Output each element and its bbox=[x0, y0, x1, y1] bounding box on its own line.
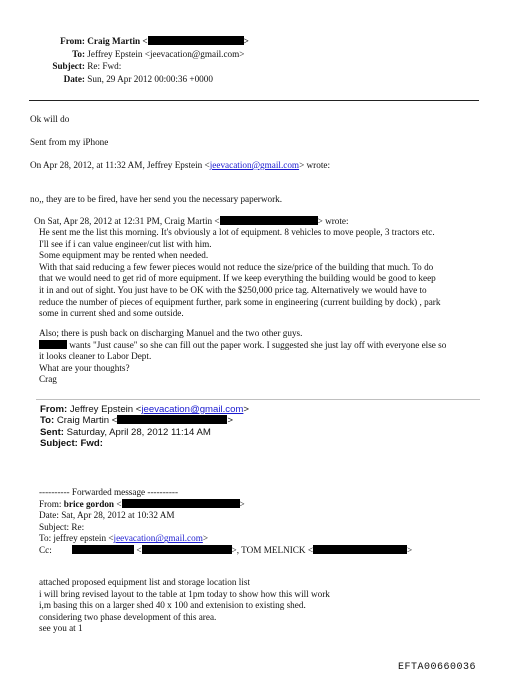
forwarded-to-prefix: To: jeffrey epstein < bbox=[39, 533, 114, 544]
header-from-row bbox=[38, 36, 338, 49]
header-subject-row bbox=[38, 61, 338, 74]
forwarded-message bbox=[39, 487, 509, 557]
forward-from-close: > bbox=[243, 404, 250, 415]
forward-to-row bbox=[40, 415, 249, 426]
message-line: What are your thoughts? bbox=[39, 362, 130, 373]
forwarded-cc-label: Cc: bbox=[39, 544, 52, 555]
message-line: see you at 1 bbox=[39, 623, 83, 634]
message-line: i will bring revised layout to the table at 1pm today to show how this will work bbox=[39, 588, 330, 599]
quote-attribution-prefix: On Sat, Apr 28, 2012 at 12:31 PM, Craig Martin < bbox=[34, 216, 220, 226]
email-header bbox=[38, 36, 338, 86]
forwarded-subject-row: Subject: Re: bbox=[39, 521, 85, 532]
signature-line: Sent from my iPhone bbox=[30, 137, 109, 147]
message-line: it in and out of sight. You just have to be OK with the $250,000 price tag. Alternatively we would have to bbox=[39, 284, 427, 295]
quote-attribution bbox=[34, 216, 349, 228]
email-link[interactable]: jeevacation@gmail.com bbox=[141, 404, 244, 415]
forward-from-label: From: bbox=[40, 404, 68, 415]
header-divider bbox=[29, 100, 479, 101]
reply-text: no,, they are to be fired, have her send you the necessary paperwork. bbox=[30, 194, 283, 204]
redaction-bar bbox=[39, 340, 67, 349]
forwarded-from-label: From: bbox=[39, 498, 62, 509]
bates-number: EFTA00660036 bbox=[398, 662, 477, 673]
header-to-value: Jeffrey Epstein <jeevacation@gmail.com> bbox=[87, 48, 245, 59]
message-line: I'll see if i can value engineer/cut list with him. bbox=[39, 238, 212, 249]
forward-subject-value: Fwd: bbox=[80, 438, 103, 450]
forwarded-divider: ---------- Forwarded message ---------- bbox=[39, 487, 179, 497]
forward-sent-row bbox=[40, 427, 249, 438]
forward-subject-label: Subject: bbox=[40, 438, 78, 450]
email-link[interactable]: jeevacation@gmail.com bbox=[209, 160, 300, 170]
reply-text: Ok will do bbox=[30, 114, 70, 124]
quote-attribution bbox=[30, 160, 330, 172]
forward-to-close: > bbox=[227, 415, 233, 427]
header-to-label: To: bbox=[72, 48, 85, 59]
forwarded-from-lt: < bbox=[114, 498, 122, 509]
message-line: Also; there is push back on discharging Manuel and the two other guys. bbox=[39, 328, 303, 338]
forward-subject-row bbox=[40, 438, 249, 449]
message-line: attached proposed equipment list and storage location list bbox=[39, 577, 251, 587]
forwarded-to-suffix: > bbox=[202, 533, 209, 544]
message-line: it looks cleaner to Labor Dept. bbox=[39, 351, 152, 362]
quote-attribution-suffix: > wrote: bbox=[317, 216, 349, 226]
message-line: reduce the number of pieces of equipment further, park some in engineering (current building by dock) , park bbox=[39, 296, 441, 307]
message-line: considering two phase development of this area. bbox=[39, 611, 217, 622]
header-from-value: Craig Martin < bbox=[87, 36, 148, 46]
quoted-message-continued bbox=[39, 328, 509, 386]
header-from-label: From: bbox=[60, 36, 85, 46]
redaction-bar bbox=[122, 499, 240, 508]
forwarded-cc-lt: < bbox=[136, 544, 142, 555]
header-date-value: Sun, 29 Apr 2012 00:00:36 +0000 bbox=[87, 73, 213, 84]
forward-to-label: To: bbox=[40, 415, 55, 427]
header-to-row bbox=[38, 49, 338, 62]
message-line bbox=[39, 340, 509, 352]
forwarded-cc-close: > bbox=[407, 544, 413, 555]
message-line: He sent me the list this morning. It's obviously a lot of equipment. 8 vehicles to move people, 3 tractors etc. bbox=[39, 227, 435, 237]
quoted-message-body bbox=[39, 227, 509, 320]
redaction-bar bbox=[142, 545, 232, 554]
quote-attribution-suffix: > wrote: bbox=[299, 160, 331, 170]
forward-to-value: Craig Martin < bbox=[56, 415, 118, 427]
header-from-close: > bbox=[243, 36, 249, 46]
forward-header bbox=[40, 404, 249, 450]
redaction-bar bbox=[72, 545, 134, 554]
redaction-bar bbox=[117, 415, 227, 424]
quote-attribution-prefix: On Apr 28, 2012, at 11:32 AM, Jeffrey Epstein < bbox=[30, 160, 210, 170]
forwarded-date-row: Date: Sat, Apr 28, 2012 at 10:32 AM bbox=[39, 510, 175, 521]
header-date-label: Date: bbox=[63, 73, 85, 84]
message-signature: Crag bbox=[39, 374, 57, 385]
forwarded-body bbox=[39, 577, 509, 635]
forward-sent-label: Sent: bbox=[40, 426, 64, 438]
header-subject-label: Subject: bbox=[52, 61, 85, 71]
forwarded-from-row bbox=[39, 499, 509, 511]
forwarded-from-value: brice gordon bbox=[63, 498, 115, 509]
message-line: Some equipment may be rented when needed. bbox=[39, 250, 209, 261]
message-line: i,m basing this on a larger shed 40 x 100 and extenision to existing shed. bbox=[39, 600, 306, 611]
forwarded-cc-mid: >, TOM MELNICK < bbox=[231, 544, 314, 555]
email-link[interactable]: jeevacation@gmail.com bbox=[113, 533, 203, 544]
forward-from-value: Jeffrey Epstein < bbox=[69, 404, 142, 415]
forwarded-from-close: > bbox=[239, 498, 245, 509]
header-subject-value: Re: Fwd: bbox=[87, 61, 122, 71]
message-line: that we would need to get rid of more equipment. If we keep everything the building would be good to keep bbox=[39, 273, 436, 284]
message-line-text: wants "Just cause" so she can fill out the paper work. I suggested she just lay off with everyone else so bbox=[67, 339, 447, 350]
forwarded-cc-row bbox=[39, 545, 509, 557]
redaction-bar bbox=[148, 36, 244, 45]
forward-sent-value: Saturday, April 28, 2012 11:14 AM bbox=[66, 426, 211, 438]
redaction-bar bbox=[313, 545, 407, 554]
redaction-bar bbox=[220, 216, 318, 225]
header-date-row bbox=[38, 74, 338, 87]
forward-from-row bbox=[40, 404, 249, 415]
message-line: With that said reducing a few fewer pieces would not reduce the size/price of the building that much. To do bbox=[39, 261, 434, 272]
forwarded-to-row bbox=[39, 533, 509, 545]
section-divider bbox=[36, 399, 480, 400]
message-line: some in current shed and some outside. bbox=[39, 308, 184, 319]
